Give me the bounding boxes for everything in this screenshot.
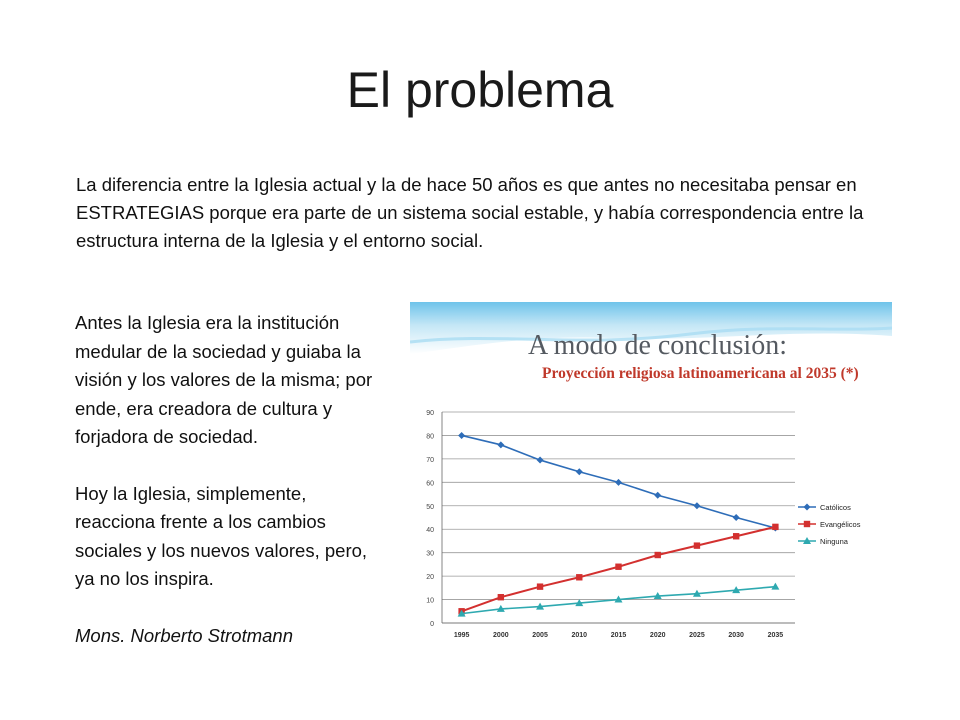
x-tick-label: 2025 [689,632,705,639]
data-point [694,542,700,548]
data-point [498,594,504,600]
x-tick-label: 2015 [610,632,627,639]
intro-paragraph: La diferencia entre la Iglesia actual y la de hace 50 años es que antes no necesitaba pensar en ESTRATEGIAS porque era parte de un sistema social estable, y había correspondencia entre la estructura interna de la Iglesia y el entorno social. [76,174,864,251]
chart-image [410,302,892,652]
x-tick-label: 2020 [649,632,666,639]
y-tick-label: 10 [426,597,434,605]
y-tick-label: 60 [426,480,434,488]
x-tick-label: 1995 [453,632,470,639]
y-tick-label: 70 [426,456,434,464]
data-point [537,583,543,589]
projection-chart [410,302,892,652]
y-tick-label: 80 [426,433,434,441]
legend-label: Ninguna [820,537,848,546]
legend-label: Católicos [820,503,851,512]
x-tick-label: 2005 [532,632,548,639]
author-citation: Mons. Norberto Strotmann [75,624,293,646]
chart-title: A modo de conclusión: [528,330,787,361]
x-tick-label: 2010 [571,632,588,639]
paragraph-hoy: Hoy la Iglesia, simplemente, reacciona frente a los cambios sociales y los nuevos valores, pero, ya no los inspira. [75,482,368,589]
data-point [733,533,739,539]
legend-label: Evangélicos [820,520,861,529]
y-tick-label: 50 [426,503,434,511]
y-tick-label: 40 [426,527,434,535]
x-tick-label: 2000 [493,632,509,639]
left-column [75,309,385,650]
x-tick-label: 2030 [728,632,744,639]
y-tick-label: 90 [426,410,434,417]
chart-subtitle: Proyección religiosa latinoamericana al 2035 (*) [542,365,859,382]
data-point [615,564,621,570]
y-tick-label: 0 [430,621,434,628]
data-point [576,574,582,580]
data-point [772,524,778,530]
legend-marker [804,521,810,527]
y-tick-label: 20 [426,574,434,582]
data-point [655,552,661,558]
paragraph-antes: Antes la Iglesia era la institución medular de la sociedad y guiaba la visión y los valores de la misma; por ende, era creadora de cultura y forjadora de sociedad. [75,312,373,447]
slide-title: El problema [346,62,614,118]
y-tick-label: 30 [426,550,434,558]
x-tick-label: 2035 [767,632,784,639]
